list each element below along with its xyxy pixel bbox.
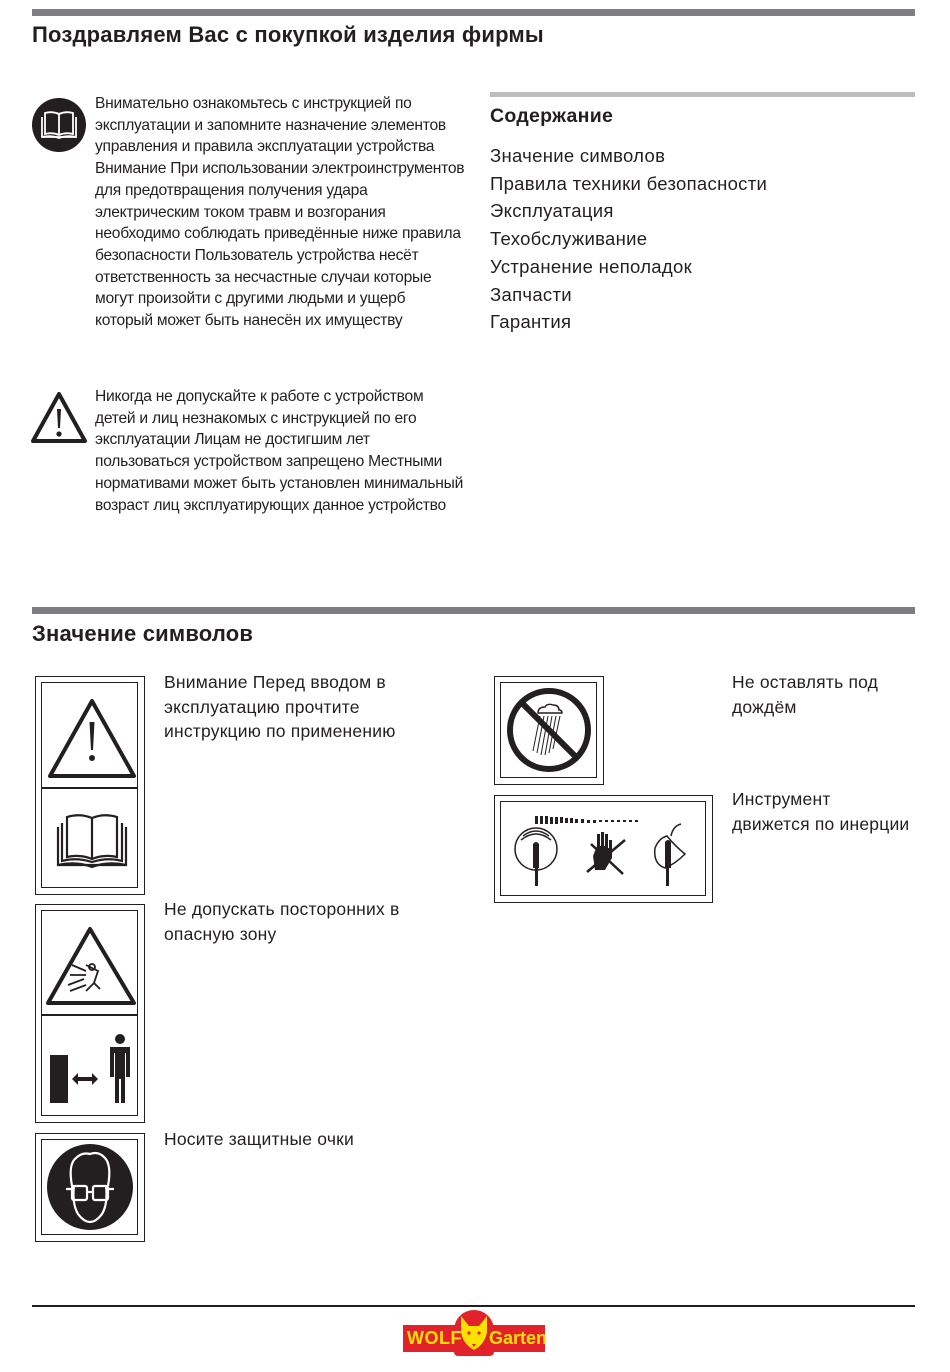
toc-item[interactable]: Техобслуживание — [490, 228, 648, 250]
symbol-text: Не оставлять под дождём — [732, 672, 879, 717]
toc-divider — [490, 92, 915, 97]
no-rain-icon — [494, 676, 604, 785]
footer-divider — [32, 1305, 915, 1307]
wear-eye-protection-icon — [35, 1133, 145, 1242]
wolf-garten-logo — [403, 1310, 548, 1356]
toc-item[interactable]: Гарантия — [490, 311, 572, 333]
toc-list — [490, 142, 915, 336]
toc-item[interactable]: Значение символов — [490, 145, 666, 166]
top-divider — [32, 9, 915, 16]
symbol-text: Не допускать посторонних в опасную зону — [164, 899, 400, 944]
symbols-title: Значение символов — [32, 621, 254, 646]
table-of-contents — [490, 92, 915, 336]
warning-text: Никогда не допускайте к работе с устройством детей и лиц незнакомых с инструкцией по его эксплуатации Лицам не достигшим лет пользоваться устройством запрещено Местными нормативами может быть установлен минимальный возраст лиц эксплуатирующих данное устройство — [95, 388, 464, 514]
read-manual-text: Внимательно ознакомьтесь с инструкцией по эксплуатации и запомните назначение элементов управления и правила эксплуатации устройства Внимание При использовании электроинструментов для предотвращения получения удара электрическим током травм и возгорания необходимо соблюдать приведённые ниже правила безопасности Пользователь устройства несёт ответственность за несчастные случаи которые могут произойти с другими людьми и ущерб который может быть нанесён их имуществу — [95, 95, 465, 330]
symbols-divider — [32, 607, 915, 614]
warning-read-manual-icon — [35, 676, 145, 895]
read-manual-icon — [31, 97, 87, 153]
brand-wolf: WOLF — [407, 1328, 462, 1348]
symbol-text: Носите защитные очки — [164, 1129, 354, 1149]
keep-bystanders-away-icon — [35, 904, 145, 1123]
toc-title: Содержание — [490, 105, 614, 127]
toc-item[interactable]: Устранение неполадок — [490, 255, 692, 277]
toc-item[interactable]: Эксплуатация — [490, 200, 614, 222]
brand-garten: Garten — [489, 1328, 548, 1348]
toc-item[interactable]: Правила техники безопасности — [490, 172, 768, 194]
page-title: Поздравляем Вас с покупкой изделия фирмы — [32, 22, 544, 47]
blade-coasting-icon — [494, 795, 713, 903]
symbol-text: Внимание Перед вводом в эксплуатацию прочтите инструкцию по применению — [164, 672, 396, 741]
warning-triangle-icon — [30, 390, 88, 446]
symbol-text: Инструмент движется по инерции — [732, 789, 910, 834]
fox-head-icon — [457, 1314, 491, 1352]
toc-item[interactable]: Запчасти — [490, 283, 572, 305]
